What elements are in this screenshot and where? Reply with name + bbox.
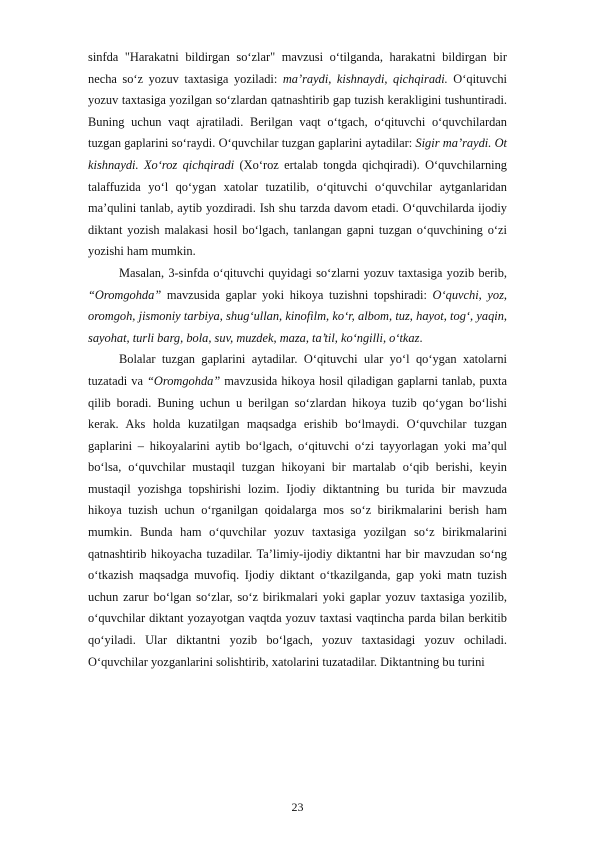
italic-text-run: O‘quvchi, yoz, oromgoh, jismoniy tarbiya, shug‘ullan, kinofilm, ko‘r, albom, tuz, hayot, tog‘, yaqin, sayohat, turli barg, bola, suv, muzdek, maza, ta’til, ko‘ngilli, o‘tkaz [88,287,507,345]
body-text [88,47,507,673]
text-run: Bolalar tuzgan gaplarini aytadilar. O‘qituvchi ular yo‘l qo‘ygan xatolarni tuzatadi va [88,352,507,388]
text-run: (Xo‘roz ertalab tongda qichqiradi). O‘quvchilarning talaffuzida yo‘l qo‘ygan xatolar tuzatilib, o‘qituvchi o‘quvchilar aytganlaridan ma’qulini tanlab, aytib yozdiradi. Ish shu tarzda davom etadi. O‘quvchilarda ijodiy diktant yozish malakasi hosil bo‘lgach, tanlangan gapni tuzgan o‘quvchining o‘zi yozishi ham mumkin. [88,157,507,259]
paragraph [88,349,507,673]
italic-text-run: “Oromgohda” [147,373,221,388]
italic-text-run: ma’raydi [282,71,329,86]
text-run: Masalan, 3-sinfda o‘qituvchi quyidagi so‘zlarni yozuv taxtasiga yozib berib, [119,265,507,280]
italic-text-run: Sigir ma’raydi. Ot kishnaydi. Xo‘roz qichqiradi [88,136,507,172]
text-run: mavzusida gaplar yoki hikoya tuzishni topshiradi: [161,287,433,302]
text-run: . [419,330,423,345]
italic-text-run: “Oromgohda” [88,287,162,302]
text-run: sinfda "Harakatni bildirgan so‘zlar" mavzusi o‘tilganda, harakatni bildirgan bir necha so‘z yozuv taxtasiga yoziladi: [88,50,507,86]
italic-text-run: kishnaydi [336,71,385,86]
text-run: , [328,71,337,86]
page-number: 23 [291,800,304,814]
text-run: , [384,71,394,86]
text-run: O‘qituvchi yozuv taxtasiga yozilgan so‘zlardan qatnashtirib gap tuzish kerakligini tushuntiradi. Buning uchun vaqt ajratiladi. Berilgan vaqt o‘tgach, o‘qituvchi o‘quvchilardan tuzgan gaplarini so‘raydi. O‘quvchilar tuzgan gaplarini aytadilar: [88,71,507,151]
paragraph [88,47,507,263]
italic-text-run: qichqiradi. [393,71,448,86]
paragraph [88,263,507,349]
text-run: mavzusida hikoya hosil qiladigan gaplarni tanlab, puxta qilib boradi. Buning uchun u berilgan so‘zlardan hikoya tuzib qo‘ygan bo‘lishi kerak. Aks holda kuzatilgan maqsadga erishib bo‘lmaydi. O‘quvchilar tuzgan gaplarini – hikoyalarini aytib bo‘lgach, o‘qituvchi o‘zi tayyorlagan yoki ma’qul bo‘lsa, o‘quvchilar mustaqil tuzgan hikoyani bir martalab o‘qib berishi, keyin mustaqil yozishga topshirishi lozim. Ijodiy diktantning bu turida bir mavzuda hikoya tuzish uchun o‘rganilgan qoidalarga mos so‘z birikmalarini berish ham mumkin. Bunda ham o‘quvchilar yozuv taxtasiga yozilgan so‘z birikmalarini qatnashtirib hikoyacha tuzadilar. Ta’limiy-ijodiy diktantni har bir mavzudan so‘ng o‘tkazish maqsadga muvofiq. Ijodiy diktant o‘tkazilganda, gap yoki matn tuzish uchun zarur bo‘lgan so‘zlar, so‘z birikmalari yoki gaplar yozuv taxtasiga yozilib, o‘quvchilar diktant yozayotgan vaqtda yozuv taxtasi vaqtincha parda bilan berkitib qo‘yiladi. Ular diktantni yozib bo‘lgach, yozuv taxtasidagi yozuv ochiladi. O‘quvchilar yozganlarini solishtirib, xatolarini tuzatadilar. Diktantning bu turini [88,373,507,669]
